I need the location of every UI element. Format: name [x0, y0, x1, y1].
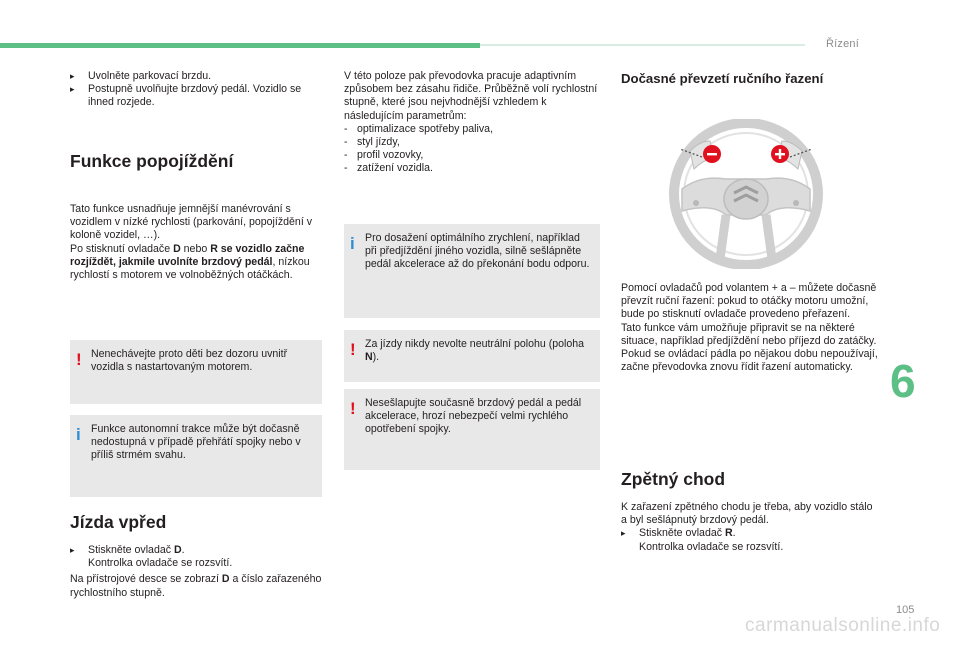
heading-manual-shift: Dočasné převzetí ručního řazení: [621, 71, 824, 86]
paragraph-jizda-vpred: ▸ Stiskněte ovladač D. Kontrolka ovladače se rozsvítí. Na přístrojové desce se zobrazí D a číslo zařazeného rychlostního stupně.: [70, 544, 322, 599]
list-item: - optimalizace spotřeby paliva,: [344, 122, 494, 135]
list-item: ▸ Uvolněte parkovací brzdu.: [70, 70, 212, 82]
list-item: - profil vozovky,: [344, 149, 424, 162]
info-icon: i: [76, 425, 81, 444]
arrow-bullet-icon: ▸: [70, 545, 75, 555]
list-item: - zatížení vozidla.: [344, 162, 433, 175]
paragraph-popojizdeni: Tato funkce usnadňuje jemnější manévrování s vozidlem v nízké rychlosti (parkování, popojíždění v koloně vozidel, …). Po stisknutí ovladače D nebo R se vozidlo začne rozjíždět, jakmile uvolníte brzdový pedál, nízkou rychlostí s motorem ve volnoběžných otáčkách.: [70, 203, 313, 282]
paragraph-zpetny-chod: K zařazení zpětného chodu je třeba, aby vozidlo stálo a byl sešlápnutý brzdový pedál. ▸ Stiskněte ovladač R. Kontrolka ovladače se rozsvítí.: [621, 501, 881, 554]
list-item: - styl jízdy,: [344, 136, 400, 149]
paragraph-manual-shift: Pomocí ovladačů pod volantem + a – můžete dočasně převzít ruční řazení: pokud to otáčky motoru umožní, bude po stisknutí ovladače provedeno přeřazení. Tato funkce vám umožňuje připravit se na některé situace, například předjíždění nebo příjezd do zatáčky. Pokud se ovládací pádla po nějakou dobu nepoužívají, začne převodovka znovu řídit řazení automaticky.: [621, 282, 878, 374]
list-item: ▸ Stiskněte ovladač R. Kontrolka ovladače se rozsvítí.: [621, 527, 784, 553]
warning-icon: !: [350, 340, 356, 359]
page-number: 105: [896, 604, 915, 616]
warning-box-neutral: ! Za jízdy nikdy nevolte neutrální polohu (poloha N).: [344, 330, 600, 382]
heading-zpetny-chod: Zpětný chod: [621, 469, 726, 489]
list-item: ▸ Postupně uvolňujte brzdový pedál. Vozidlo se ihned rozjede.: [70, 83, 302, 109]
info-icon: i: [350, 234, 355, 253]
header-accent-bar: [0, 43, 480, 48]
header-accent-line: [480, 44, 805, 46]
warning-icon: !: [76, 350, 82, 369]
arrow-bullet-icon: ▸: [70, 84, 75, 95]
list-item: ▸ Stiskněte ovladač D. Kontrolka ovladače se rozsvítí.: [70, 544, 233, 570]
heading-funkce-popojizdeni: Funkce popojíždění: [70, 151, 234, 171]
column-1-top: [70, 70, 322, 110]
warning-box-pedals: ! Nesešlapujte současně brzdový pedál a pedál akcelerace, hrozí nebezpečí velmi rychlého opotřebení spojky.: [344, 389, 600, 470]
warning-icon: !: [350, 399, 356, 418]
chapter-number: 6: [890, 355, 916, 407]
info-box-traction: i Funkce autonomní trakce může být dočasně nedostupná v případě přehřátí spojky nebo v příliš strmém svahu.: [70, 415, 322, 497]
steering-wheel-paddles-icon: [660, 119, 832, 269]
info-box-acceleration: i Pro dosažení optimálního zrychlení, například při předjíždění jiného vozidla, silně sešlápněte pedál akcelerace až do překonání bodu odporu.: [344, 224, 600, 318]
warning-box-children: ! Nenechávejte proto děti bez dozoru uvnitř vozidla s nastartovaným motorem.: [70, 340, 322, 404]
paragraph-adaptive: V této poloze pak převodovka pracuje adaptivním způsobem bez zásahu řidiče. Průběžně volí rychlostní stupně, které jsou nejvhodnější vzhledem k následujícím parametrům: - optimalizace spotřeby paliva, - styl jízdy, - profil vozovky, - zatížení vozidla.: [344, 70, 600, 176]
watermark: carmanualsonline.info: [745, 615, 941, 636]
arrow-bullet-icon: ▸: [621, 528, 626, 539]
section-title: Řízení: [826, 38, 859, 50]
arrow-bullet-icon: ▸: [70, 71, 75, 81]
heading-jizda-vpred: Jízda vpřed: [70, 512, 167, 532]
